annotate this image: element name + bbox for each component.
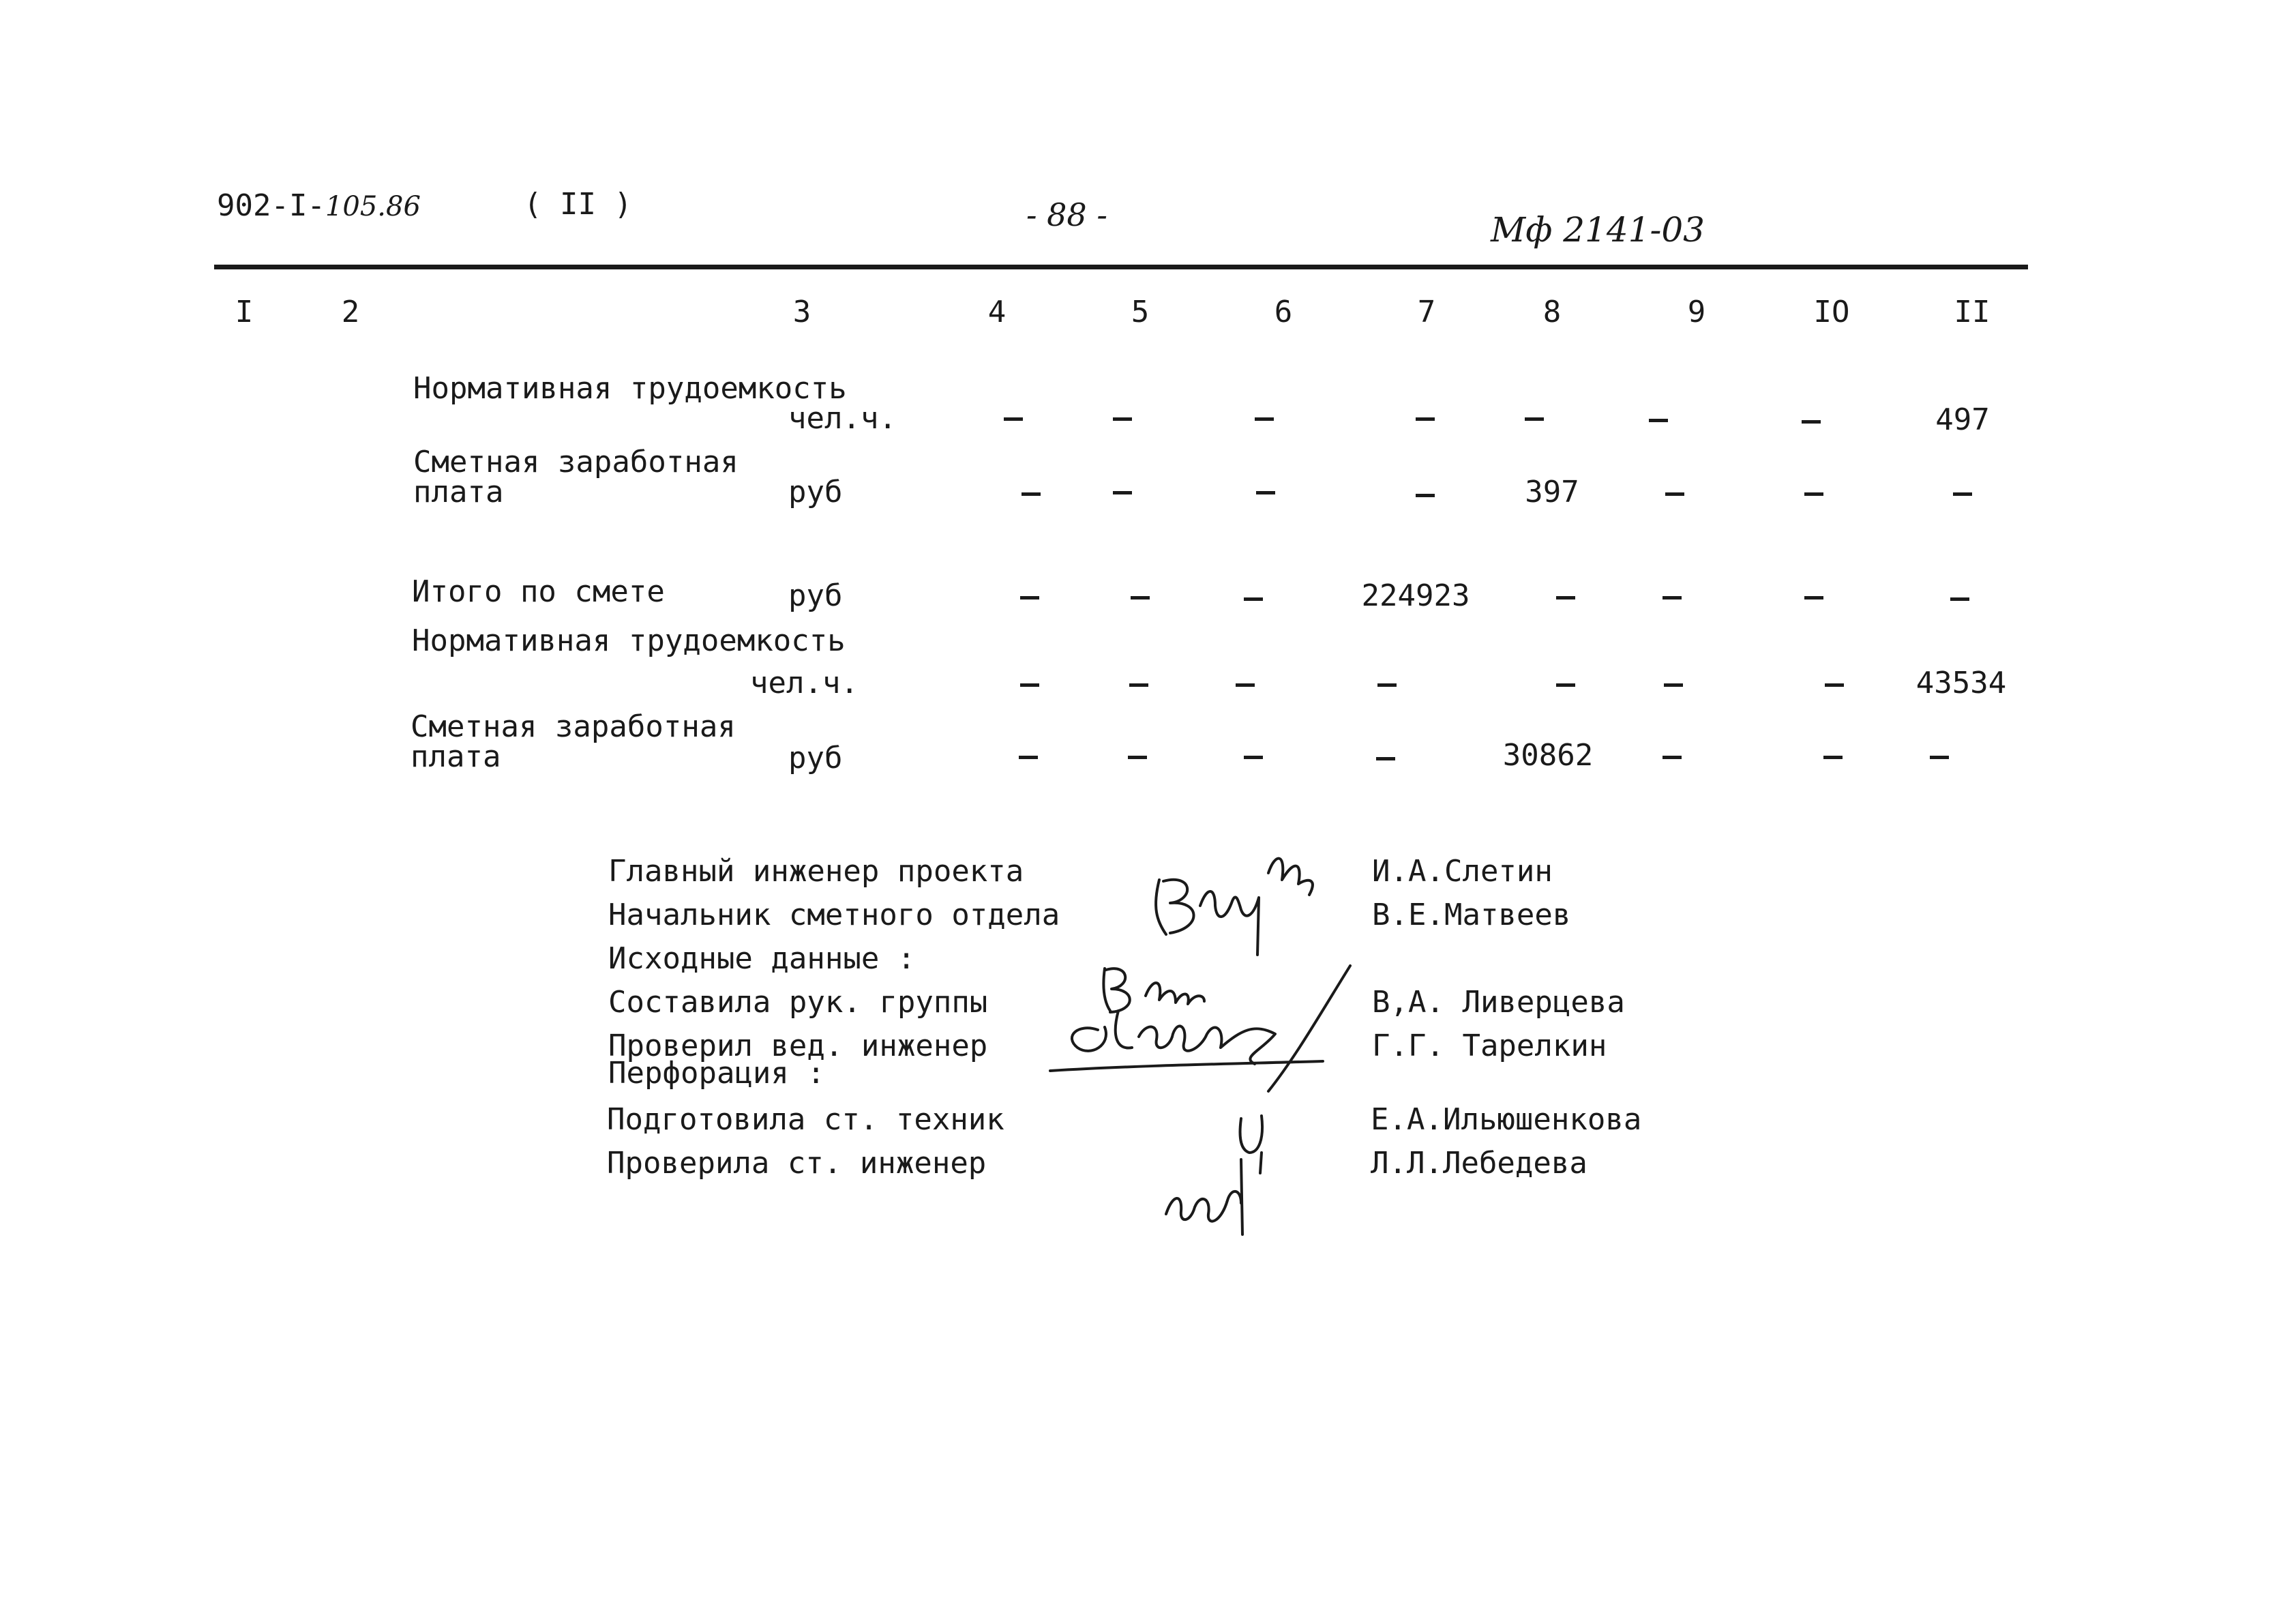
name-group-lead: В,А. Ливерцева <box>1372 985 1625 1020</box>
empty-cell-dash <box>1020 683 1039 687</box>
name-head-estimate-dept: В.Е.Матвеев <box>1372 898 1571 932</box>
cell-col-11: 497 <box>1935 402 1990 437</box>
role-senior-engineer: Проверила ст. инженер <box>607 1146 987 1181</box>
signature-stroke <box>1146 983 1204 1004</box>
role-group-lead: Составила рук. группы <box>608 985 988 1020</box>
name-senior-engineer: Л.Л.Лебедева <box>1371 1146 1587 1181</box>
signature-stroke <box>1268 859 1313 895</box>
empty-cell-dash <box>1019 756 1038 759</box>
name-lead-engineer: Г.Г. Тарелкин <box>1372 1029 1607 1063</box>
role-source-data-heading: Исходные данные : <box>608 941 916 976</box>
empty-cell-dash <box>1930 756 1949 759</box>
col-header-7: 7 <box>1417 295 1436 329</box>
col-header-8: 8 <box>1542 295 1562 329</box>
empty-cell-dash <box>1665 492 1684 496</box>
signature-stroke <box>1103 968 1129 1012</box>
signature-stroke <box>1240 1116 1263 1173</box>
empty-cell-dash <box>1004 417 1023 421</box>
row-label-cont: плата <box>411 739 501 774</box>
page-number: - 88 - <box>1026 196 1107 233</box>
role-perforation-heading: Перфорация : <box>608 1056 825 1091</box>
empty-cell-dash <box>1556 596 1575 600</box>
empty-cell-dash <box>1950 597 1969 601</box>
empty-cell-dash <box>1416 494 1435 497</box>
empty-cell-dash <box>1804 492 1823 496</box>
role-senior-technician: Подготовила ст. техник <box>607 1102 1004 1137</box>
empty-cell-dash <box>1416 417 1435 421</box>
empty-cell-dash <box>1802 420 1821 424</box>
empty-cell-dash <box>1663 756 1682 759</box>
col-header-2: 2 <box>341 295 360 329</box>
empty-cell-dash <box>1255 417 1274 421</box>
empty-cell-dash <box>1020 596 1039 600</box>
role-chief-engineer: Главный инженер проекта <box>608 854 1024 889</box>
cell-col-8: 397 <box>1525 475 1579 509</box>
empty-cell-dash <box>1022 492 1041 496</box>
col-header-10: IO <box>1813 295 1850 329</box>
row-label: Нормативная трудоемкость <box>412 623 846 658</box>
col-header-9: 9 <box>1687 295 1706 329</box>
signature-stroke <box>1268 966 1350 1091</box>
col-header-4: 4 <box>987 295 1007 329</box>
empty-cell-dash <box>1113 491 1132 494</box>
col-header-6: 6 <box>1274 295 1293 329</box>
cell-col-11: 43534 <box>1915 666 2007 700</box>
empty-cell-dash <box>1128 756 1147 759</box>
col-header-11: II <box>1954 295 1991 329</box>
col-header-3: 3 <box>792 295 811 329</box>
doc-code-printed: 902-I- <box>217 188 325 223</box>
signature-stroke <box>1166 1192 1241 1222</box>
doc-code <box>217 188 421 223</box>
name-senior-technician: Е.А.Ильюшенкова <box>1371 1102 1642 1137</box>
row-unit: руб <box>788 578 843 613</box>
row-unit: руб <box>788 475 843 509</box>
empty-cell-dash <box>1113 417 1132 421</box>
reference-code: Мф 2141-03 <box>1491 210 1705 250</box>
header-rule <box>214 265 2028 269</box>
empty-cell-dash <box>1664 683 1683 687</box>
row-unit: чел.ч. <box>788 401 897 436</box>
empty-cell-dash <box>1663 596 1682 600</box>
empty-cell-dash <box>1236 683 1255 687</box>
doc-code-handwritten: 105.86 <box>325 191 421 222</box>
empty-cell-dash <box>1649 419 1668 422</box>
row-label-cont: плата <box>413 475 504 509</box>
signature-stroke <box>1200 891 1259 955</box>
row-label: Нормативная трудоемкость <box>413 371 847 406</box>
empty-cell-dash <box>1131 596 1150 600</box>
signature-stroke <box>1139 1026 1275 1064</box>
row-label: Сметная заработная <box>413 445 739 479</box>
signature-stroke <box>1156 880 1193 934</box>
signature-stroke <box>1241 1159 1242 1234</box>
row-label: Итого по смете <box>412 574 665 609</box>
col-header-1: I <box>235 295 254 329</box>
empty-cell-dash <box>1376 757 1395 760</box>
empty-cell-dash <box>1804 596 1823 600</box>
signature-stroke <box>1072 1011 1132 1051</box>
empty-cell-dash <box>1525 417 1544 421</box>
role-head-estimate-dept: Начальник сметного отдела <box>608 898 1060 932</box>
col-header-5: 5 <box>1131 295 1150 329</box>
role-lead-engineer: Проверил вед. инженер <box>608 1029 988 1063</box>
empty-cell-dash <box>1244 597 1263 601</box>
row-unit: руб <box>788 741 843 775</box>
empty-cell-dash <box>1244 756 1263 759</box>
cell-col-8: 30862 <box>1502 738 1594 773</box>
empty-cell-dash <box>1556 683 1575 687</box>
empty-cell-dash <box>1377 683 1397 687</box>
empty-cell-dash <box>1823 756 1843 759</box>
empty-cell-dash <box>1129 683 1148 687</box>
row-label: Сметная заработная <box>411 709 736 744</box>
name-chief-engineer: И.А.Слетин <box>1372 854 1553 889</box>
signature-stroke <box>1050 1061 1323 1071</box>
cell-col-7: 224923 <box>1361 578 1470 613</box>
empty-cell-dash <box>1256 491 1275 494</box>
row-unit: чел.ч. <box>750 666 859 700</box>
empty-cell-dash <box>1953 492 1972 496</box>
empty-cell-dash <box>1825 683 1844 687</box>
part-number: ( II ) <box>524 187 632 222</box>
